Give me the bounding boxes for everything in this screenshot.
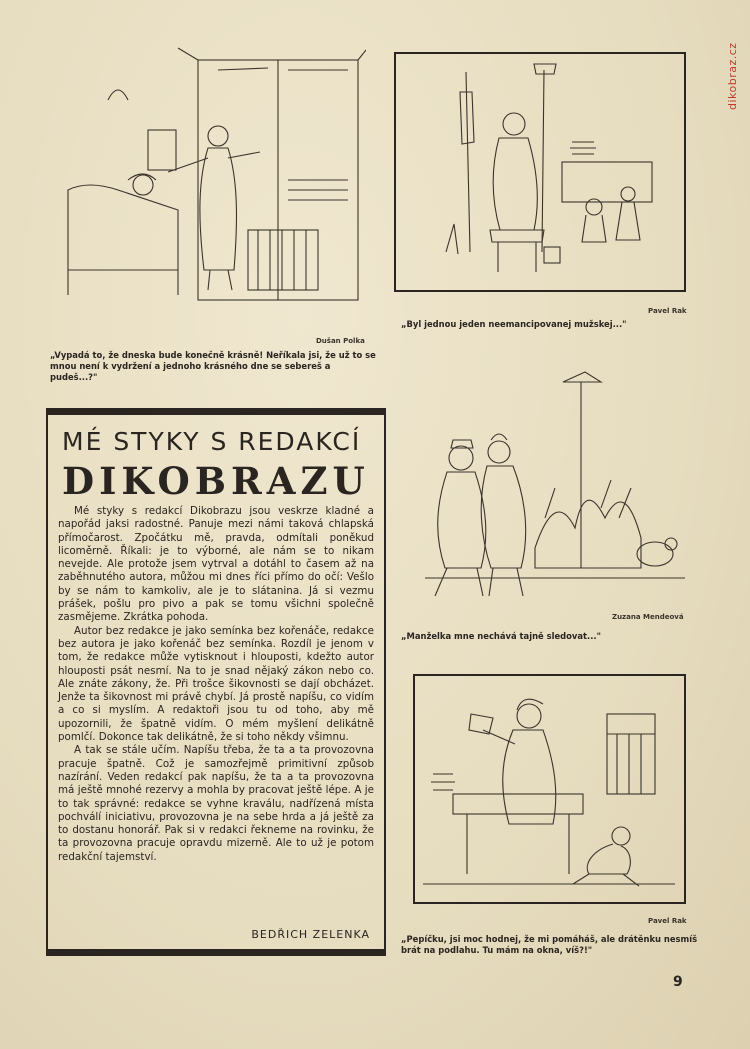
cartoon-cleaning: [413, 674, 686, 904]
article-author: BEDŘICH ZELENKA: [251, 928, 370, 941]
cartoon-lamp: [405, 368, 695, 604]
cartoon-3-caption: „Manželka mne nechává tajně sledovat...": [401, 631, 601, 641]
cartoon-1-caption: „Vypadá to, že dneska bude konečně krásně! Neříkala jsi, že už to se mnou není k vydržení a jednoho krásného dne se sebereš a pudeš...?": [50, 350, 376, 382]
cartoon-3-credit: Zuzana Mendeová: [612, 613, 684, 621]
cartoon-broom-drawing: [394, 52, 686, 292]
page-number: 9: [673, 974, 683, 990]
cartoon-2-caption: „Byl jednou jeden neemancipovanej mužskej...": [401, 319, 627, 329]
cartoon-window: [48, 40, 366, 306]
cartoon-broom: [394, 52, 686, 292]
cartoon-lamp-drawing: [405, 368, 695, 604]
article-paragraph: Autor bez redakce je jako semínka bez kořenáče, redakce bez autora je jako kořenáč bez semínka. Rozdíl je jenom v tom, že redakce může vytisknout i hlouposti, kdežto autor hlouposti psát nesmí. Na to je snad nějaký zákon nebo co. Ale znáte zákony, že. Při trošce šikovnosti se dají obcházet. Jenže ta šikovnost mi právě chybí. Já prostě napíšu, co vidím a co si myslím. A redaktoři jsou tu od toho, aby mě upozornili, že špatně vidím. O mém myšlení delikátně pomlčí. Dokonce tak delikátně, že si toho někdy všimnu.: [58, 624, 374, 744]
cartoon-4-caption: „Pepíčku, jsi moc hodnej, že mi pomáháš, ale drátěnku nesmíš brát na podlahu. Tu mám na okna, víš?!": [401, 934, 698, 955]
article-box: [46, 408, 386, 956]
cartoon-4-credit: Pavel Rak: [648, 917, 687, 925]
cartoon-cleaning-drawing: [413, 674, 686, 904]
cartoon-window-drawing: [48, 40, 366, 306]
article-paragraph: Mé styky s redakcí Dikobrazu jsou veskrze kladné a napořád jaksi radostné. Panuje mezi námi taková chlapská přímočarost. Zpočátku mě, pravda, odmítali poněkud licoměrně. Říkali: je to výborné, ale nám se to nikam nevejde. Ale protože jsem vytrval a dotáhl to časem až na zaběhnutého autora, můžou mi dnes říci přímo do očí: Vešlo by se nám to kamkoliv, ale je to slátanina. Já si vezmu prášek, pošlu pro pivo a pak se tomu všichni společně zasmějeme. Zkrátka pohoda.: [58, 505, 374, 624]
article-body: [58, 505, 374, 864]
article-title-line2: DIKOBRAZU: [62, 459, 370, 503]
article-title-line1: MÉ STYKY S REDAKCÍ: [62, 427, 362, 456]
article-paragraph: A tak se stále učím. Napíšu třeba, že ta a ta provozovna pracuje špatně. Což je samozřejmě primitivní způsob nazírání. Veden redakcí pak napíšu, že ta a ta provozovna má ještě mnohé rezervy a mohla by pracovat ještě lépe. A je to tak správné: redakce se vyhne kraválu, nadřízená místa pochválí iniciativu, provozovna je na sebe hrda a já ještě za to dostanu honorář. Pak si v redakci řekneme na rovinku, že ta provozovna pracuje opravdu mizerně. Ale to už je potom redakční tajemství.: [58, 744, 374, 863]
watermark: dikobraz.cz: [726, 42, 739, 110]
cartoon-2-credit: Pavel Rak: [648, 307, 687, 315]
cartoon-1-credit: Dušan Polka: [316, 337, 365, 345]
